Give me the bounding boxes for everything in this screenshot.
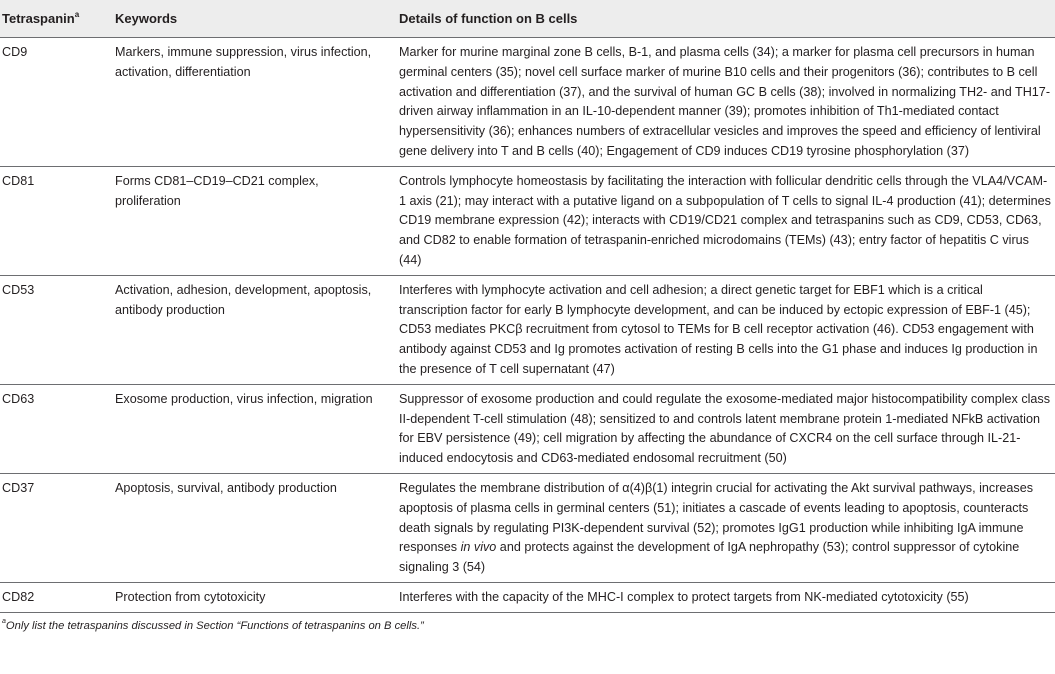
cell-details: Interferes with the capacity of the MHC-I complex to protect targets from NK-mediated cytotoxicity (55)	[393, 582, 1055, 612]
table-row-cd82	[0, 582, 1055, 612]
details-italic-term: in vivo	[460, 540, 497, 555]
cell-details: Marker for murine marginal zone B cells, B-1, and plasma cells (34); a marker for plasma cell precursors in human germinal centers (35); novel cell surface marker of murine B10 cells and their progenitors (36); contributes to B cell activation and differentiation (37), and the survival of human GC B cells (38); involved in normalizing TH2- and TH17-driven airway inflammation in an IL-10-dependent manner (39); promotes inhibition of Th1-mediated contact hypersensitivity (36); enhances numbers of extracellular vesicles and improves the speed and efficiency of lentiviral gene delivery into T and B cells (40); Engagement of CD9 induces CD19 tyrosine phosphorylation (37)	[393, 38, 1055, 167]
cell-tetraspanin: CD63	[0, 384, 109, 473]
cell-keywords: Protection from cytotoxicity	[109, 582, 393, 612]
table-row-cd53	[0, 275, 1055, 384]
cell-details: Suppressor of exosome production and could regulate the exosome-mediated major histocompatibility complex class II-dependent T-cell stimulation (48); sensitized to and controls latent membrane protein 1-mediated NFkB activation for EBV persistence (49); cell migration by affecting the abundance of CXCR4 on the cell surface through IL-21-induced endocytosis and CD63-mediated endosomal recruitment (50)	[393, 384, 1055, 473]
cell-details: Controls lymphocyte homeostasis by facilitating the interaction with follicular dendritic cells through the VLA4/VCAM-1 axis (21); may interact with a putative ligand on a subpopulation of T cells to signal IL-4 production (41); determines CD19 membrane expression (42); interacts with CD19/CD21 complex and tetraspanins such as CD9, CD53, CD63, and CD82 to enable formation of tetraspanin-enriched microdomains (TEMs) (43); entry factor of hepatitis C virus (44)	[393, 166, 1055, 275]
cell-keywords: Forms CD81–CD19–CD21 complex, proliferation	[109, 166, 393, 275]
header-tetraspanin	[0, 0, 109, 38]
table-row-cd81	[0, 166, 1055, 275]
cell-tetraspanin: CD81	[0, 166, 109, 275]
table-body	[0, 38, 1055, 613]
table-header	[0, 0, 1055, 38]
cell-tetraspanin: CD9	[0, 38, 109, 167]
header-row	[0, 0, 1055, 38]
cell-keywords: Activation, adhesion, development, apoptosis, antibody production	[109, 275, 393, 384]
cell-details	[393, 473, 1055, 582]
details-text-start: Regulates the membrane distribution of α(4)β(1) integrin crucial for activating the Akt survival pathways, increases apoptosis of plasma cells in germinal centers (51); initiates a cascade of events leading to apoptosis, counteracts death signals by regulating PI3K-dependent survival (52); promotes IgG1 production while inhibiting IgA immune responses	[399, 480, 1034, 555]
footnote-text: Only list the tetraspanins discussed in Section “Functions of tetraspanins on B cells.”	[5, 619, 424, 632]
cell-keywords: Apoptosis, survival, antibody production	[109, 473, 393, 582]
cell-tetraspanin: CD82	[0, 582, 109, 612]
header-details: Details of function on B cells	[393, 0, 1055, 38]
cell-tetraspanin: CD37	[0, 473, 109, 582]
cell-details: Interferes with lymphocyte activation and cell adhesion; a direct genetic target for EBF1 which is a critical transcription factor for early B lymphocyte development, and can be induced by ectopic expression of EBF-1 (45); CD53 mediates PKCβ recruitment from cytosol to TEMs for B cell receptor activation (46). CD53 engagement with antibody against CD53 and Ig promotes activation of resting B cells into the G1 phase and induces Ig production in the presence of T cell supernatant (47)	[393, 275, 1055, 384]
table-row-cd63	[0, 384, 1055, 473]
cell-tetraspanin: CD53	[0, 275, 109, 384]
table-row-cd9	[0, 38, 1055, 167]
details-text-end: and protects against the development of IgA nephropathy (53); control suppressor of cytokine signaling 3 (54)	[399, 540, 1020, 575]
header-keywords: Keywords	[109, 0, 393, 38]
cell-keywords: Markers, immune suppression, virus infection, activation, differentiation	[109, 38, 393, 167]
header-tetraspanin-label: Tetraspanin	[2, 11, 75, 26]
footnote-mark: a	[2, 617, 6, 625]
table-row-cd37	[0, 473, 1055, 582]
cell-keywords: Exosome production, virus infection, migration	[109, 384, 393, 473]
table-footnote	[0, 613, 1055, 633]
header-footnote-mark: a	[74, 9, 80, 19]
